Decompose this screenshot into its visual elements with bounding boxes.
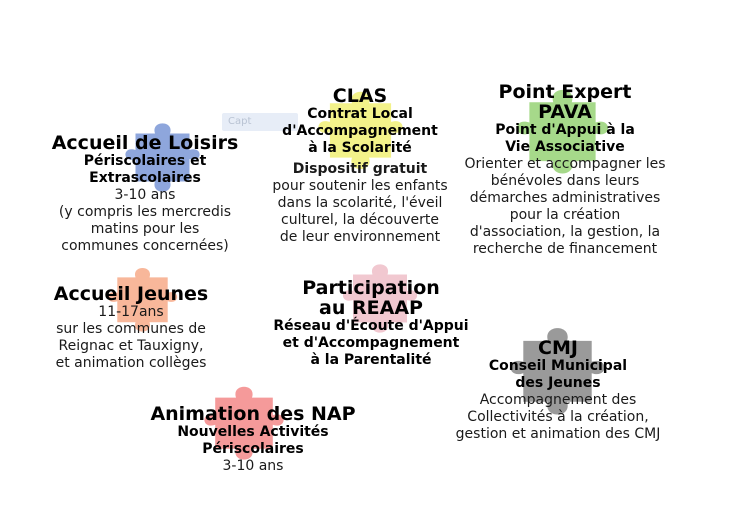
accueil-jeunes-desc-3: et animation collèges bbox=[55, 355, 207, 371]
pava-block bbox=[458, 82, 672, 258]
accueil-de-loisirs-block bbox=[40, 133, 250, 255]
nap-subtitle-2: Périscolaires bbox=[202, 441, 304, 457]
pava-desc-1: Orienter et accompagner les bbox=[464, 156, 666, 172]
clas-desc-1: pour soutenir les enfants bbox=[272, 178, 448, 194]
clas-subtitle-2: d'Accompagnement bbox=[282, 123, 438, 139]
accueil-jeunes-desc-2: Reignac et Tauxigny, bbox=[58, 338, 204, 354]
pava-desc-2: bénévoles dans leurs bbox=[490, 173, 640, 189]
cmj-desc-1: Accompagnement des bbox=[479, 392, 637, 408]
nap-block bbox=[148, 404, 358, 475]
reaap-subtitle-3: à la Parentalité bbox=[310, 352, 432, 368]
cmj-subtitle-2: des Jeunes bbox=[515, 375, 601, 391]
accueil-jeunes-title: Accueil Jeunes bbox=[53, 283, 209, 305]
accueil-de-loisirs-desc-3: communes concernées) bbox=[61, 238, 229, 254]
cmj-subtitle-1: Conseil Municipal bbox=[488, 358, 628, 374]
clas-desc-3: culturel, la découverte bbox=[281, 212, 439, 228]
accueil-de-loisirs-title: Accueil de Loisirs bbox=[51, 132, 239, 154]
reaap-subtitle-1: Réseau d'Écoute d'Appui bbox=[273, 318, 469, 334]
clas-subtitle-3: à la Scolarité bbox=[308, 140, 412, 156]
pava-desc-3: démarches administratives bbox=[469, 190, 661, 206]
reaap-title-1: Participation bbox=[302, 277, 440, 299]
pava-desc-4: pour la création bbox=[509, 207, 621, 223]
clas-title: CLAS bbox=[332, 85, 388, 107]
pava-subtitle-1: Point d'Appui à la bbox=[495, 122, 635, 138]
accueil-jeunes-age: 11-17ans bbox=[98, 304, 164, 320]
nap-age: 3-10 ans bbox=[222, 458, 284, 474]
pava-desc-5: d'association, la gestion, la bbox=[469, 224, 661, 240]
accueil-de-loisirs-subtitle-1: Périscolaires et bbox=[83, 153, 207, 169]
caption-overlay: Capt bbox=[222, 113, 298, 131]
nap-title: Animation des NAP bbox=[150, 403, 356, 425]
clas-desc-2: dans la scolarité, l'éveil bbox=[277, 195, 443, 211]
pava-title-1: Point Expert bbox=[498, 81, 632, 103]
accueil-jeunes-desc-1: sur les communes de bbox=[56, 321, 206, 337]
accueil-de-loisirs-subtitle-2: Extrascolaires bbox=[89, 170, 201, 186]
cmj-block bbox=[440, 338, 676, 443]
reaap-subtitle-2: et d'Accompagnement bbox=[282, 335, 460, 351]
cmj-desc-3: gestion et animation des CMJ bbox=[455, 426, 661, 442]
cmj-desc-2: Collectivités à la création, bbox=[467, 409, 649, 425]
pava-desc-6: recherche de financement bbox=[472, 241, 658, 257]
accueil-jeunes-block bbox=[36, 284, 226, 372]
clas-subtitle-1: Contrat Local bbox=[307, 106, 413, 122]
cmj-title: CMJ bbox=[538, 337, 578, 359]
nap-subtitle-1: Nouvelles Activités bbox=[177, 424, 329, 440]
clas-block bbox=[262, 86, 458, 246]
accueil-de-loisirs-desc-1: (y compris les mercredis bbox=[58, 204, 232, 220]
reaap-title-2: au REAAP bbox=[319, 297, 423, 319]
pava-title-2: PAVA bbox=[538, 101, 592, 123]
clas-desc-lead: Dispositif gratuit bbox=[292, 161, 428, 177]
accueil-de-loisirs-age: 3-10 ans bbox=[114, 187, 176, 203]
accueil-de-loisirs-desc-2: matins pour les bbox=[90, 221, 200, 237]
pava-subtitle-2: Vie Associative bbox=[505, 139, 625, 155]
clas-desc-4: de leur environnement bbox=[279, 229, 441, 245]
